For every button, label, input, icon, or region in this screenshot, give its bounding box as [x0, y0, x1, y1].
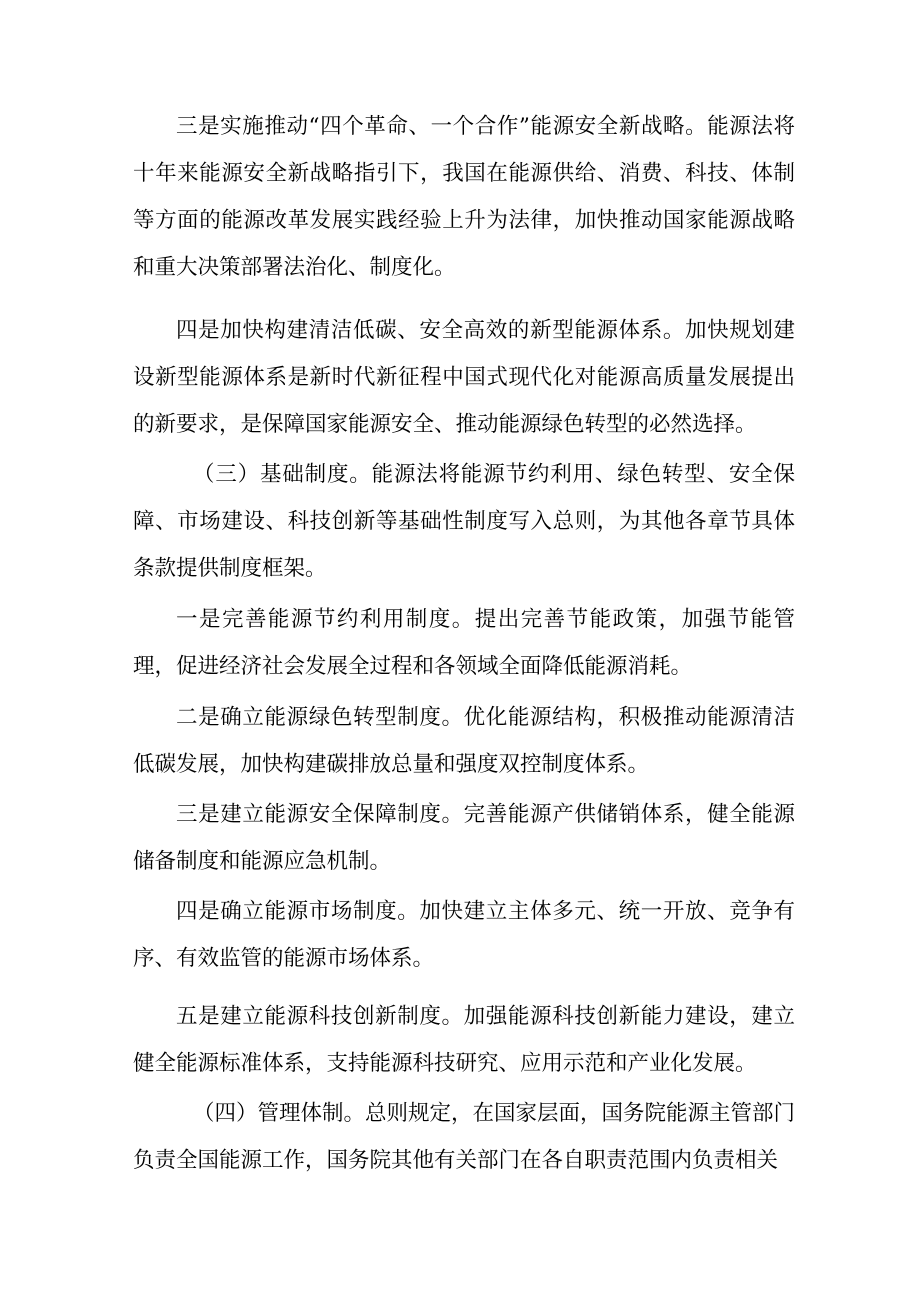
paragraph-management-system-heading: （四）管理体制。总则规定，在国家层面，国务院能源主管部门负责全国能源工作，国务院其他有关部门在各自职责范围内负责相关 — [133, 1101, 796, 1173]
paragraph-new-energy-system: 四是加快构建清洁低碳、安全高效的新型能源体系。加快规划建设新型能源体系是新时代新征程中国式现代化对能源高质量发展提出的新要求，是保障国家能源安全、推动能源绿色转型的必然选择。 — [133, 318, 795, 437]
paragraph-green-transition: 二是确立能源绿色转型制度。优化能源结构，积极推动能源清洁低碳发展，加快构建碳排放总量和强度双控制度体系。 — [133, 705, 795, 777]
paragraph-energy-security-strategy: 三是实施推动“四个革命、一个合作”能源安全新战略。能源法将十年来能源安全新战略指引下，我国在能源供给、消费、科技、体制等方面的能源改革发展实践经验上升为法律，加快推动国家能源战略和重大决策部署法治化、制度化。 — [133, 114, 795, 280]
paragraph-security-guarantee: 三是建立能源安全保障制度。完善能源产供储销体系，健全能源储备制度和能源应急机制。 — [133, 802, 795, 874]
paragraph-energy-market: 四是确立能源市场制度。加快建立主体多元、统一开放、竞争有序、有效监管的能源市场体系。 — [133, 899, 795, 971]
paragraph-basic-systems-heading: （三）基础制度。能源法将能源节约利用、绿色转型、安全保障、市场建设、科技创新等基础性制度写入总则，为其他各章节具体条款提供制度框架。 — [133, 462, 795, 581]
paragraph-tech-innovation: 五是建立能源科技创新制度。加强能源科技创新能力建设，建立健全能源标准体系，支持能源科技研究、应用示范和产业化发展。 — [133, 1004, 795, 1076]
paragraph-energy-conservation: 一是完善能源节约利用制度。提出完善节能政策，加强节能管理，促进经济社会发展全过程和各领域全面降低能源消耗。 — [133, 607, 795, 679]
